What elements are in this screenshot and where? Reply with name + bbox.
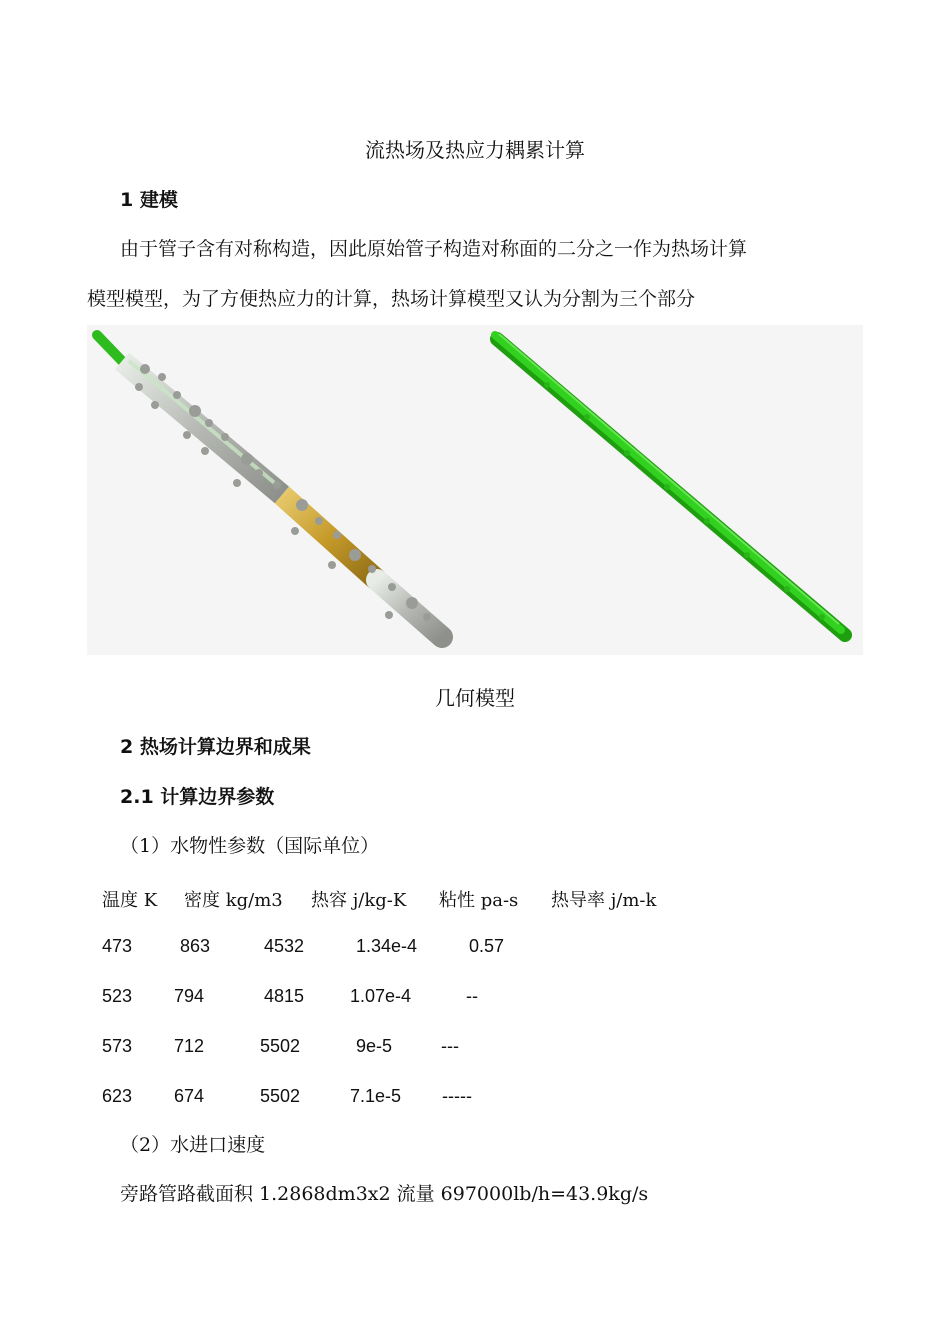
document-title: 流热场及热应力耦累计算 bbox=[365, 138, 585, 162]
left-pipe-three-part-model bbox=[97, 335, 442, 637]
table-cell: ----- bbox=[442, 1086, 472, 1106]
table-cell: 712 bbox=[174, 1036, 205, 1056]
table-cell: 1.07e-4 bbox=[350, 986, 412, 1006]
geometry-model-figure bbox=[87, 325, 863, 655]
table-cell: 623 bbox=[102, 1086, 133, 1106]
table-header-cell: 温度 K bbox=[102, 890, 158, 911]
table-header-cell: 密度 kg/m3 bbox=[184, 890, 283, 911]
table-cell: 4532 bbox=[264, 936, 305, 956]
table-cell: 473 bbox=[102, 936, 133, 956]
table-cell: 7.1e-5 bbox=[350, 1086, 402, 1106]
figure-caption: 几何模型 bbox=[435, 686, 515, 710]
table-cell: -- bbox=[466, 986, 478, 1006]
table-header-cell: 粘性 pa-s bbox=[439, 890, 519, 911]
table-cell: 4815 bbox=[264, 986, 305, 1006]
table-cell: 794 bbox=[174, 986, 205, 1006]
water-properties-label: （1）水物性参数（国际单位） bbox=[120, 835, 380, 857]
geometry-model-illustration bbox=[87, 325, 863, 655]
section-2-heading: 2 热场计算边界和成果 bbox=[120, 736, 311, 758]
bypass-flow-detail: 旁路管路截面积 1.2868dm3x2 流量 697000lb/h=43.9kg/s bbox=[120, 1183, 649, 1205]
section-1-paragraph-line-1: 由于管子含有对称构造，因此原始管子构造对称面的二分之一作为热场计算 bbox=[120, 238, 748, 260]
table-cell: 9e-5 bbox=[356, 1036, 393, 1056]
section-1-heading: 1 建模 bbox=[120, 189, 178, 211]
table-cell: 5502 bbox=[260, 1036, 301, 1056]
table-cell: 674 bbox=[174, 1086, 205, 1106]
table-cell: 5502 bbox=[260, 1086, 301, 1106]
section-1-paragraph-line-2: 模型模型，为了方便热应力的计算，热场计算模型又认为分割为三个部分 bbox=[87, 288, 696, 310]
section-2-1-heading: 2.1 计算边界参数 bbox=[120, 786, 275, 808]
table-cell: 573 bbox=[102, 1036, 133, 1056]
table-cell: 0.57 bbox=[469, 936, 505, 956]
table-header-cell: 热容 j/kg-K bbox=[311, 890, 407, 911]
table-cell: 863 bbox=[180, 936, 211, 956]
right-pipe-thermal-model bbox=[495, 334, 845, 635]
table-cell: --- bbox=[441, 1036, 459, 1056]
table-header-cell: 热导率 j/m-k bbox=[551, 890, 657, 911]
water-inlet-velocity-label: （2）水进口速度 bbox=[120, 1134, 266, 1156]
table-cell: 1.34e-4 bbox=[356, 936, 418, 956]
table-cell: 523 bbox=[102, 986, 133, 1006]
